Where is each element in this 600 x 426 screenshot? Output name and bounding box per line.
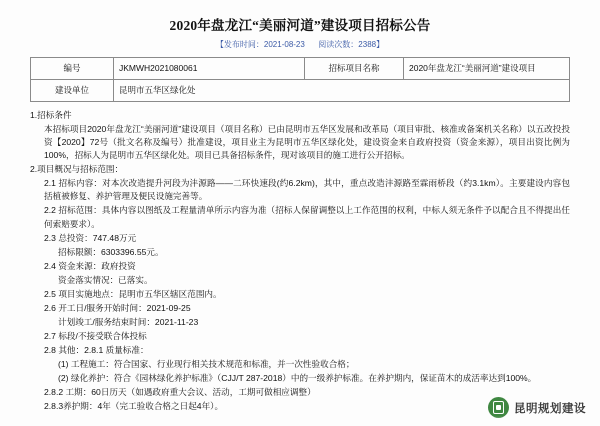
- publish-date: 【发布时间：2021-08-23: [215, 40, 305, 49]
- section-paragraph: (1) 工程施工：符合国家、行业现行相关技术规范和标准，并一次性验收合格；: [58, 359, 355, 370]
- cell-label-project-name: 招标项目名称: [305, 58, 404, 80]
- section-paragraph: 本招标项目2020年盘龙江“美丽河道”建设项目（项目名称）已由昆明市五华区发展和改革局（项目审批、核准或备案机关名称）以五改投投资【2020】72号（批文名称及编号）批准建设，项目业主为昆明市五华区绿化处，建设资金来自政府投资（资金来源），项目出资比例为100%，招标人为昆明市五华区绿化处。项目已具备招标条件，现对该项目的施工进行公开招标。: [44, 124, 570, 161]
- section-paragraph: 2.2 招标范围：具体内容以图纸及工程量清单所示内容为准（招标人保留调整以上工作范围的权利，中标人须无条件予以配合且不得提出任何索赔要求）。: [44, 205, 570, 229]
- table-row: [31, 80, 570, 102]
- building-logo-icon: [488, 397, 509, 418]
- cell-value-project-name: 2020年盘龙江“美丽河道”建设项目: [404, 58, 570, 80]
- watermark-label: 昆明规划建设: [514, 402, 586, 415]
- section-paragraph: 招标限额：6303396.55元。: [58, 246, 164, 257]
- section-paragraph: 2.3 总投资：747.48万元: [44, 232, 137, 243]
- section-paragraph: 2.7 标段/不接受联合体投标: [44, 331, 147, 341]
- section-paragraph: 2.1 招标内容：对本次改造提升河段为沣源路——二环快速段(约6.2km)，其中，重点改造沣源路至霖雨桥段（约3.1km）。主要建设内容包括植被修复、养护管理及便民设施完善等。: [44, 178, 570, 202]
- section-paragraph: 计划竣工/服务结束时间：2021-11-23: [58, 316, 199, 327]
- cell-label-code: 编号: [31, 58, 114, 80]
- section-paragraph: 1.招标条件: [30, 110, 72, 120]
- project-info-table: [30, 57, 570, 102]
- section-paragraph: 2.8.2 工期：60日历天（如遇政府重大会议、活动，工期可做相应调整）: [44, 387, 316, 398]
- section-paragraph: 资金落实情况：已落实。: [58, 274, 153, 285]
- document-meta: [30, 39, 570, 50]
- section-paragraph: 2.5 项目实施地点：昆明市五华区辖区范围内。: [44, 288, 222, 299]
- section-paragraph: 2.4 资金来源：政府投资: [44, 260, 136, 271]
- watermark: [488, 397, 586, 418]
- section-paragraph: 2.项目概况与招标范围：: [30, 164, 124, 175]
- section-paragraph: 2.8 其他：2.8.1 质量标准：: [44, 345, 149, 356]
- page-title: 2020年盘龙江“美丽河道”建设项目招标公告: [169, 18, 431, 33]
- section-paragraph: 2.8.3养护期：4年（完工验收合格之日起4年）。: [44, 401, 224, 412]
- section-paragraph: 2.6 开工日/服务开始时间：2021-09-25: [44, 302, 191, 313]
- cell-value-code: JKMWH2021080061: [114, 58, 305, 80]
- table-row: [31, 58, 570, 80]
- cell-value-owner: 昆明市五华区绿化处: [114, 80, 570, 102]
- section-paragraph: (2) 绿化养护：符合《园林绿化养护标准》（CJJ/T 287-2018）中的一级养护标准。在养护期内，保证苗木的成活率达到100%。: [58, 373, 537, 384]
- cell-label-owner: 建设单位: [31, 80, 114, 102]
- document-body: [30, 109, 570, 413]
- read-count: 阅读次数：2388】: [318, 40, 385, 49]
